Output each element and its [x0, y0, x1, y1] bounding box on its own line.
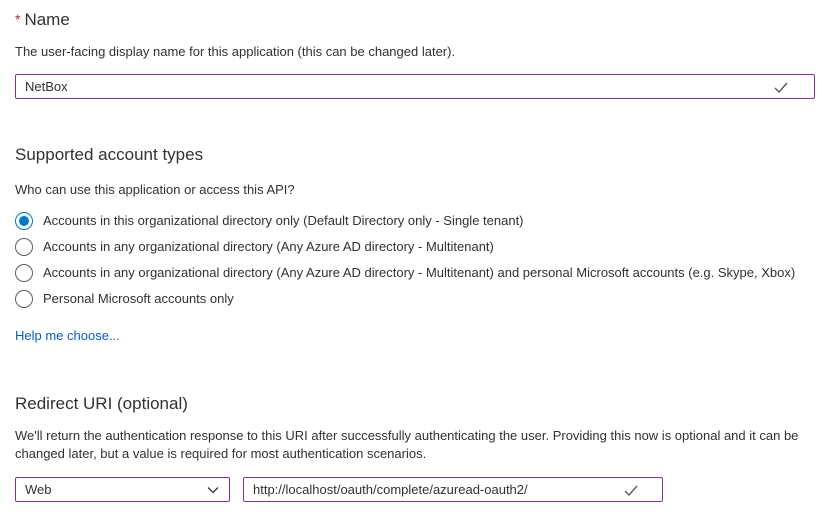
account-types-title: Supported account types [15, 145, 204, 164]
radio-option-label: Accounts in any organizational directory (Any Azure AD directory - Multitenant) [43, 239, 494, 254]
name-title-text: Name [24, 10, 70, 29]
help-me-choose-link[interactable]: Help me choose... [15, 328, 120, 343]
radio-button-icon[interactable] [15, 212, 33, 230]
platform-select-value: Web [25, 482, 52, 497]
radio-option-label: Personal Microsoft accounts only [43, 291, 234, 306]
required-asterisk: * [15, 11, 21, 27]
redirect-uri-description: We'll return the authentication response to this URI after successfully authenticating the user. Providing this now is optional and it can be changed later, but a value is required for most authentication scenarios. [15, 428, 799, 461]
radio-option-label: Accounts in this organizational directory only (Default Directory only - Single tenant) [43, 213, 524, 228]
radio-option-multitenant-personal[interactable] [15, 260, 815, 286]
radio-button-icon[interactable] [15, 290, 33, 308]
redirect-uri-input[interactable] [243, 477, 663, 502]
radio-option-multitenant[interactable] [15, 234, 815, 260]
name-description: The user-facing display name for this application (this can be changed later). [15, 44, 456, 59]
radio-option-personal-only[interactable] [15, 286, 815, 312]
radio-option-single-tenant[interactable] [15, 208, 815, 234]
name-field-wrapper [15, 74, 815, 99]
redirect-uri-row [15, 477, 815, 502]
redirect-uri-field-wrapper [243, 477, 663, 502]
account-types-radio-group [15, 208, 815, 312]
platform-select-dropdown[interactable] [15, 477, 230, 502]
radio-button-icon[interactable] [15, 264, 33, 282]
chevron-down-icon [206, 483, 220, 497]
radio-option-label: Accounts in any organizational directory (Any Azure AD directory - Multitenant) and personal Microsoft accounts (e.g. Skype, Xbox) [43, 265, 796, 280]
name-input[interactable] [15, 74, 815, 99]
radio-button-icon[interactable] [15, 238, 33, 256]
account-types-question: Who can use this application or access this API? [15, 182, 295, 197]
redirect-uri-title: Redirect URI (optional) [15, 394, 188, 413]
name-section-title [15, 8, 815, 31]
